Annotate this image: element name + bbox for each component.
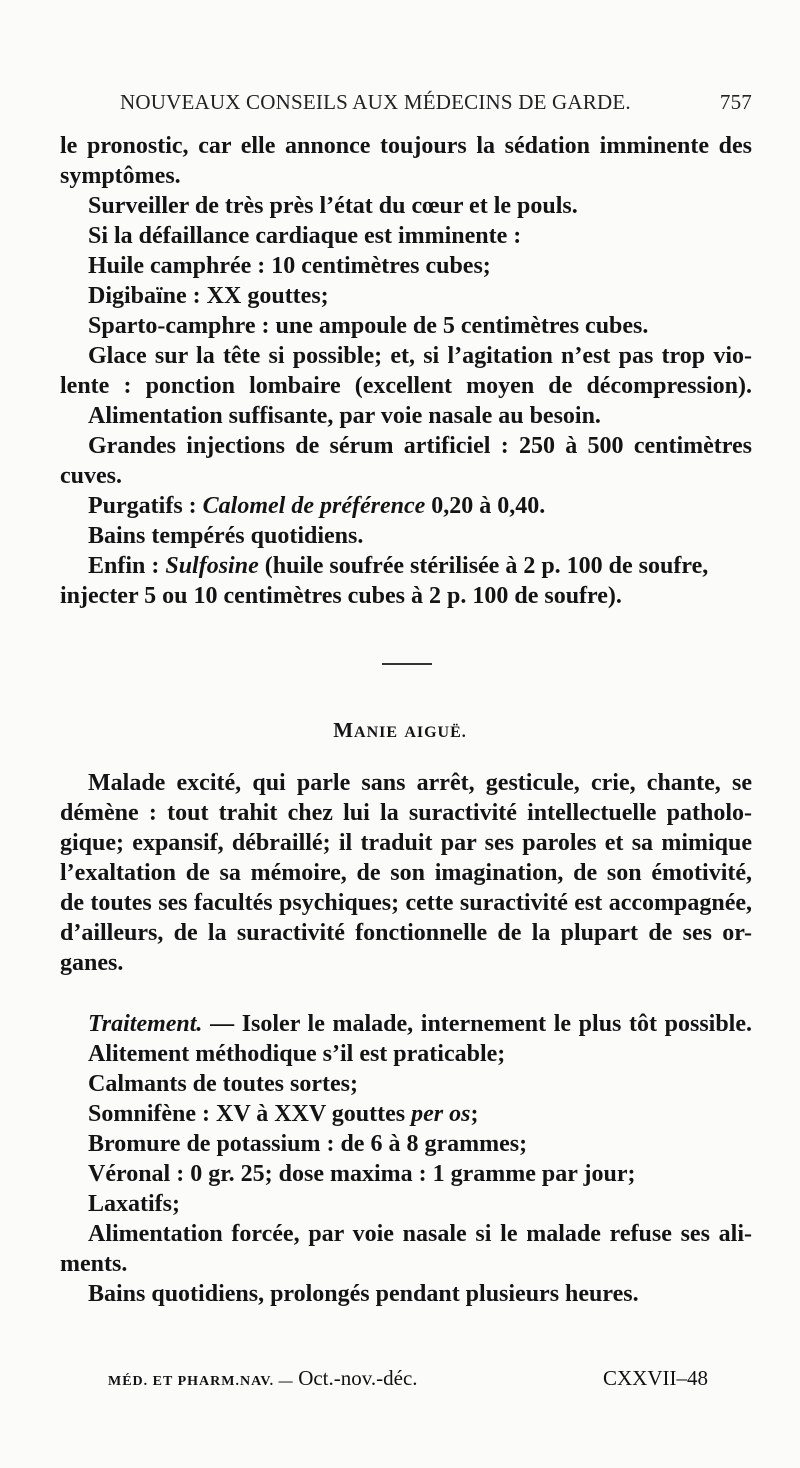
- text-line: Alimentation suffisante, par voie nasale au besoin.: [88, 403, 601, 429]
- text-line: Huile camphrée : 10 centimètres cubes;: [88, 253, 491, 279]
- italic-span: Calomel de préférence: [202, 493, 426, 519]
- text-line: Bains tempérés quotidiens.: [88, 523, 364, 549]
- text-line: d’ailleurs, de la suractivité fonctionnelle de la plupart de ses or-: [60, 920, 752, 946]
- text-line: l’exaltation de sa mémoire, de son imagination, de son émotivité,: [60, 860, 752, 886]
- section-title-word: AIGUË.: [404, 724, 467, 741]
- footer-date: Oct.-nov.-déc.: [298, 1366, 418, 1390]
- text-line: [60, 491, 752, 521]
- text-line: démène : tout trahit chez lui la suractivité intellectuelle patholo-: [60, 800, 752, 826]
- text-block-2: [60, 768, 752, 978]
- text-line: Laxatifs;: [88, 1191, 180, 1217]
- text-line: Bromure de potassium : de 6 à 8 grammes;: [88, 1131, 528, 1157]
- footer-journal: MÉD. ET PHARM.NAV. —: [108, 1374, 299, 1389]
- text-line: Alitement méthodique s’il est praticable;: [88, 1041, 506, 1067]
- page-number: 757: [719, 90, 752, 114]
- text-line: Bains quotidiens, prolongés pendant plusieurs heures.: [88, 1281, 639, 1307]
- section-title-initial: M: [333, 718, 355, 742]
- text-line: Digibaïne : XX gouttes;: [88, 283, 329, 309]
- section-divider: [382, 663, 432, 665]
- text-line: Si la défaillance cardiaque est imminente :: [88, 223, 522, 249]
- text-line: gique; expansif, débraillé; il traduit par ses paroles et sa mimique: [60, 830, 752, 856]
- text-line: Grandes injections de sérum artificiel : 250 à 500 centimètres: [88, 433, 752, 459]
- text-line: injecter 5 ou 10 centimètres cubes à 2 p. 100 de soufre).: [60, 583, 622, 609]
- text-span: 0,20 à 0,40.: [425, 493, 546, 519]
- text-line: symptômes.: [60, 163, 181, 189]
- italic-span: Sulfosine: [165, 553, 259, 579]
- text-block-3: [60, 1009, 752, 1309]
- italic-span: Traitement.: [88, 1011, 203, 1037]
- text-line: [60, 1099, 752, 1129]
- text-line: lente : ponction lombaire (excellent moyen de décompression).: [60, 373, 752, 399]
- text-span: (huile soufrée stérilisée à 2 p. 100 de soufre,: [258, 553, 709, 579]
- text-line: Sparto-camphre : une ampoule de 5 centimètres cubes.: [88, 313, 649, 339]
- page-footer: [108, 1366, 708, 1391]
- text-line: Alimentation forcée, par voie nasale si le malade refuse ses ali-: [88, 1221, 752, 1247]
- text-line: Surveiller de très près l’état du cœur et le pouls.: [88, 193, 578, 219]
- italic-span: per os: [411, 1101, 471, 1127]
- text-line: Véronal : 0 gr. 25; dose maxima : 1 gramme par jour;: [88, 1161, 636, 1187]
- section-title: [0, 718, 800, 743]
- text-span: Enfin :: [88, 553, 166, 579]
- text-line: Malade excité, qui parle sans arrêt, gesticule, crie, chante, se: [88, 770, 752, 796]
- text-span: Purgatifs :: [88, 493, 203, 519]
- footer-signature: CXXVII–48: [603, 1366, 708, 1390]
- text-line: Glace sur la tête si possible; et, si l’agitation n’est pas trop vio-: [88, 343, 752, 369]
- section-title-rest: ANIE: [354, 724, 399, 741]
- text-line: cuves.: [60, 463, 122, 489]
- running-header: [120, 90, 752, 115]
- text-line: Calmants de toutes sortes;: [88, 1071, 358, 1097]
- text-line: [60, 1009, 752, 1039]
- text-line: ments.: [60, 1251, 128, 1277]
- text-span: — Isoler le malade, internement le plus tôt possible.: [202, 1011, 752, 1037]
- text-span: ;: [470, 1101, 479, 1127]
- header-title: NOUVEAUX CONSEILS AUX MÉDECINS DE GARDE.: [120, 90, 631, 114]
- text-line: ganes.: [60, 950, 124, 976]
- text-line: le pronostic, car elle annonce toujours la sédation imminente des: [60, 133, 752, 159]
- text-line: de toutes ses facultés psychiques; cette suractivité est accompagnée,: [60, 890, 752, 916]
- text-line: [60, 551, 752, 581]
- text-span: Somnifène : XV à XXV gouttes: [88, 1101, 412, 1127]
- text-block-1: [60, 131, 752, 611]
